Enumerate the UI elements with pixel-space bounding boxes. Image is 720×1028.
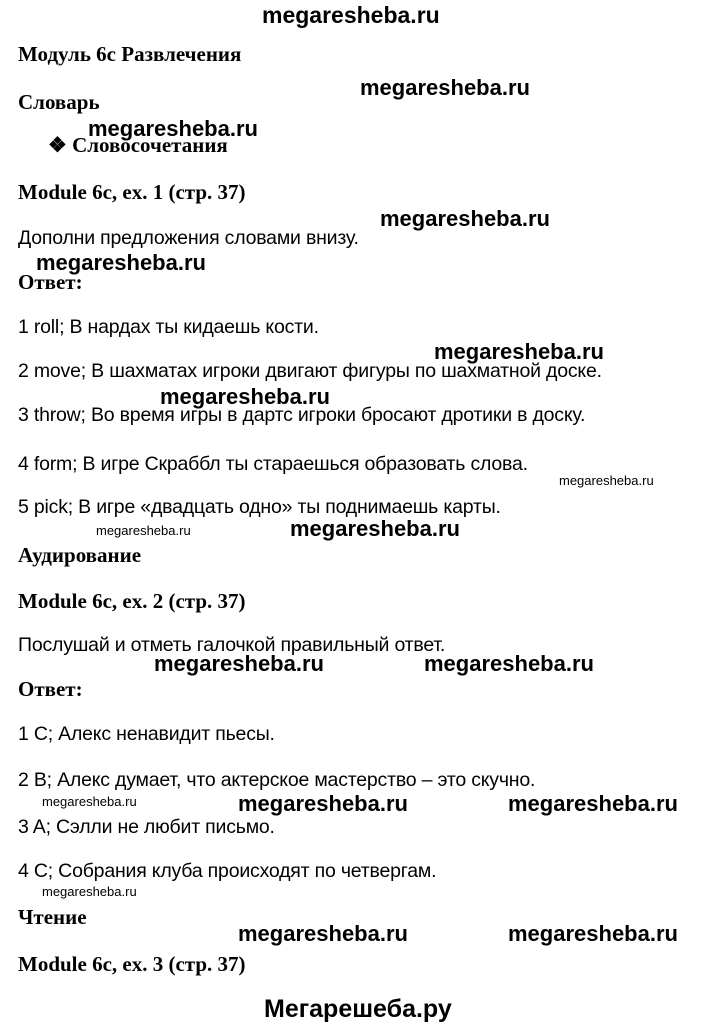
answer-line: 3 throw; Во время игры в дартс игроки бросают дротики в доску.	[18, 404, 586, 426]
answer-line: 1 C; Алекс ненавидит пьесы.	[18, 723, 275, 745]
answer-line: 2 move; В шахматах игроки двигают фигуры по шахматной доске.	[18, 360, 602, 382]
exercise-title: Module 6c, ex. 3 (стр. 37)	[18, 952, 246, 976]
watermark-small: megaresheba.ru	[559, 473, 654, 488]
footer-brand: Мегарешеба.ру	[264, 995, 452, 1023]
watermark: megaresheba.ru	[36, 250, 206, 275]
exercise-title: Module 6c, ex. 2 (стр. 37)	[18, 589, 246, 613]
section-heading-vocabulary: Словарь	[18, 90, 100, 114]
watermark: megaresheba.ru	[290, 516, 460, 541]
watermark: megaresheba.ru	[508, 791, 678, 816]
answer-line: 4 C; Собрания клуба происходят по четвергам.	[18, 860, 437, 882]
answer-label: Ответ:	[18, 677, 83, 701]
diamond-bullet-icon: ❖	[48, 133, 67, 157]
watermark: megaresheba.ru	[160, 384, 330, 409]
subheading-collocations	[48, 133, 228, 158]
watermark: megaresheba.ru	[508, 921, 678, 946]
watermark: megaresheba.ru	[380, 206, 550, 231]
section-heading-listening: Аудирование	[18, 543, 142, 567]
watermark: megaresheba.ru	[424, 651, 594, 676]
watermark-small: megaresheba.ru	[42, 884, 137, 899]
watermark: megaresheba.ru	[360, 75, 530, 100]
answer-line: 3 A; Сэлли не любит письмо.	[18, 816, 275, 838]
site-watermark-header: megaresheba.ru	[262, 2, 440, 28]
watermark: megaresheba.ru	[434, 339, 604, 364]
exercise-title: Module 6c, ex. 1 (стр. 37)	[18, 180, 246, 204]
answer-line: 2 B; Алекс думает, что актерское мастерство – это скучно.	[18, 769, 536, 791]
watermark: megaresheba.ru	[238, 921, 408, 946]
module-title: Модуль 6с Развлечения	[18, 42, 242, 66]
answer-line: 1 roll; В нардах ты кидаешь кости.	[18, 316, 319, 338]
watermark-small: megaresheba.ru	[96, 523, 191, 538]
section-heading-reading: Чтение	[18, 905, 87, 929]
watermark: megaresheba.ru	[154, 651, 324, 676]
answer-line: 5 pick; В игре «двадцать одно» ты поднимаешь карты.	[18, 496, 501, 518]
watermark: megaresheba.ru	[88, 116, 258, 141]
answer-line: 4 form; В игре Скраббл ты стараешься образовать слова.	[18, 453, 528, 475]
watermark: megaresheba.ru	[238, 791, 408, 816]
answer-label: Ответ:	[18, 270, 83, 294]
exercise-instruction: Послушай и отметь галочкой правильный ответ.	[18, 634, 446, 656]
exercise-instruction: Дополни предложения словами внизу.	[18, 227, 359, 249]
watermark-small: megaresheba.ru	[42, 794, 137, 809]
subheading-text: Словосочетания	[72, 133, 228, 157]
